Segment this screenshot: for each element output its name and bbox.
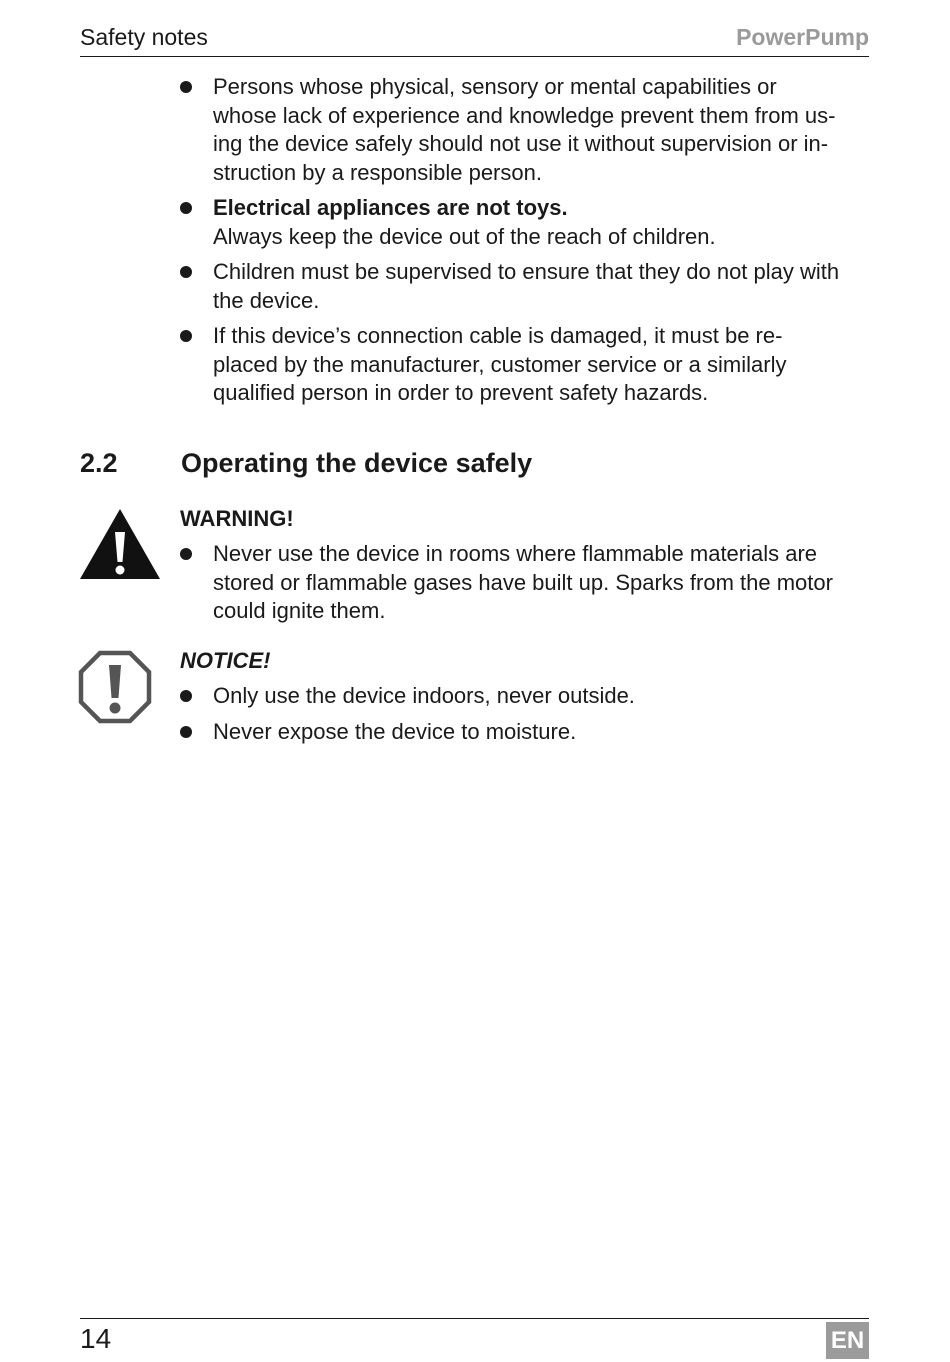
section-number: 2.2 — [80, 448, 118, 478]
bold-statement: Electrical appliances are not toys. — [213, 195, 568, 220]
bullet-dot-icon — [180, 202, 192, 214]
list-item — [180, 540, 870, 626]
bullet-dot-icon — [180, 726, 192, 738]
list-item — [180, 682, 870, 711]
bullet-dot-icon — [180, 81, 192, 93]
header-section-title: Safety notes — [80, 24, 208, 50]
text-line: Persons whose physical, sensory or mental capabilities or — [213, 74, 777, 99]
text-line: struction by a responsible person. — [213, 159, 542, 185]
text-line: Never use the device in rooms where flammable materials are — [213, 541, 818, 566]
text-line: stored or flammable gases have built up. Sparks from the motor — [213, 569, 833, 595]
header-product-name: PowerPump — [736, 24, 869, 50]
warning-label: WARNING! — [180, 506, 294, 531]
footer-divider — [80, 1318, 869, 1319]
page-header — [80, 22, 869, 57]
bullet-dot-icon — [180, 266, 192, 278]
text-line: Only use the device indoors, never outside. — [213, 683, 635, 708]
text-line: Children must be supervised to ensure that they do not play with — [213, 259, 840, 284]
list-item — [180, 194, 870, 251]
text-line: Never expose the device to moisture. — [213, 718, 577, 744]
intro-bullet-list — [180, 73, 870, 415]
text-line: the device. — [213, 287, 320, 313]
warning-bullet-list — [180, 540, 870, 633]
text-line: Always keep the device out of the reach of children. — [213, 223, 716, 249]
list-item — [180, 322, 870, 408]
text-line: qualified person in order to prevent safety hazards. — [213, 380, 709, 405]
section-title: Operating the device safely — [181, 448, 533, 478]
text-line: placed by the manufacturer, customer service or a similarly — [213, 351, 787, 377]
bullet-dot-icon — [180, 690, 192, 702]
list-item — [180, 718, 870, 747]
text-line: ing the device safely should not use it without supervision or in- — [213, 131, 829, 156]
bullet-dot-icon — [180, 548, 192, 560]
bullet-dot-icon — [180, 330, 192, 342]
warning-triangle-icon — [79, 508, 161, 580]
notice-bullet-list — [180, 682, 870, 753]
list-item — [180, 73, 870, 187]
notice-label: NOTICE! — [180, 648, 271, 673]
language-badge: EN — [826, 1322, 869, 1359]
text-line: could ignite them. — [213, 598, 386, 623]
text-line: whose lack of experience and knowledge prevent them from us- — [213, 102, 836, 128]
page-number: 14 — [80, 1323, 112, 1354]
text-line: If this device’s connection cable is damaged, it must be re- — [213, 323, 783, 348]
notice-octagon-icon — [78, 650, 152, 724]
list-item — [180, 258, 870, 315]
